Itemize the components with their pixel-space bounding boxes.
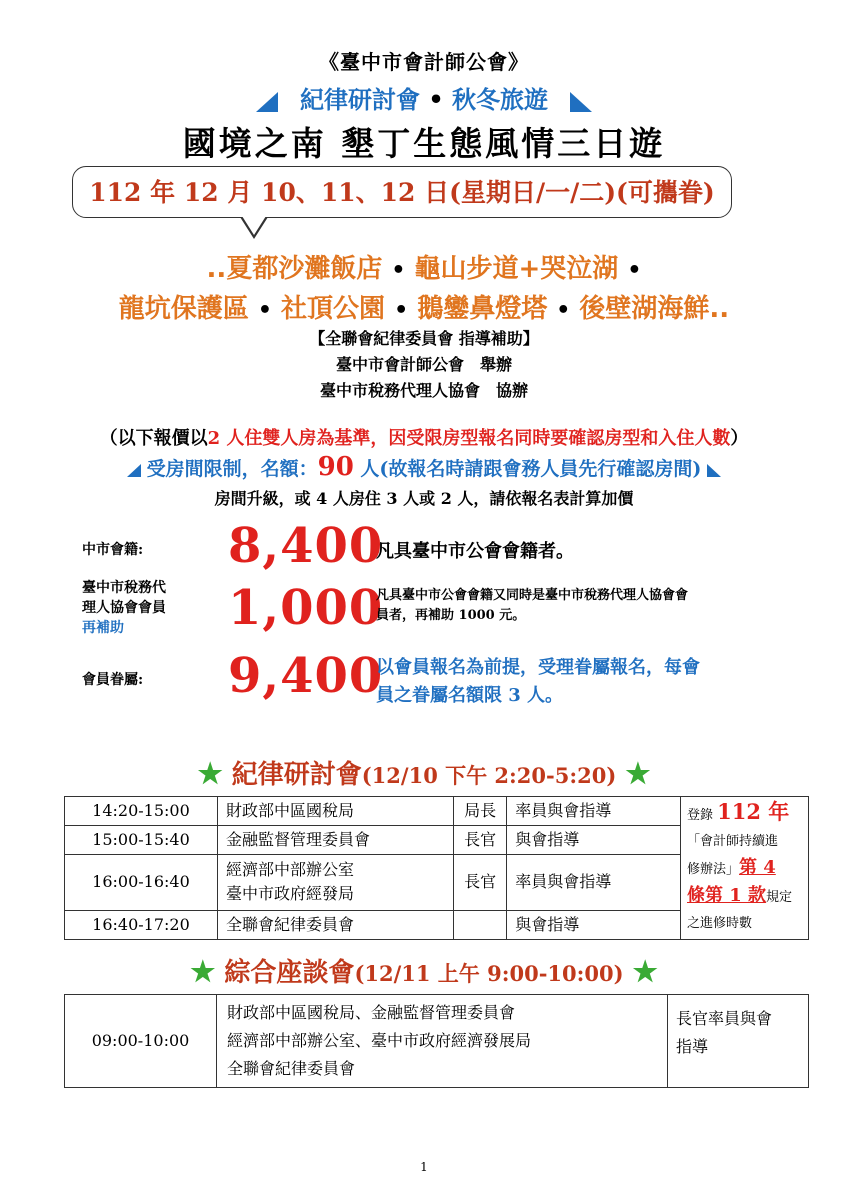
price-label-tax-agent: [82, 578, 166, 638]
credit-text: 「會計師持續進: [686, 834, 778, 849]
cell-time: 09:00-10:00: [65, 995, 217, 1088]
upgrade-note: 房間升級，或 4 人房住 3 人或 2 人，請依報名表計算加價: [214, 489, 634, 508]
price-desc-member: 凡具臺中市公會會籍者。: [376, 541, 574, 562]
cell-duty: 率員與會指導: [507, 854, 681, 911]
cell-role: 長官: [454, 854, 507, 911]
org-line: 臺中市政府經發局: [225, 884, 354, 904]
price-desc-tax-agent: [376, 586, 688, 626]
cell-role: 長官: [454, 825, 507, 854]
date-bubble: 112 年 12 月 10、11、12 日(星期日/一/二)(可攜眷): [72, 166, 732, 218]
note-highlight: 2 人住雙人房為基準，因受限房型報名同時要確認房型和入住人數: [207, 428, 731, 449]
bubble-tail-inner: [242, 216, 266, 235]
org-line: 經濟部中部辦公室、臺中市政府經濟發展局: [227, 1031, 532, 1050]
price-family: 9,400: [228, 648, 384, 704]
guidance-line: 【全聯會紀律委員會 指導補助】: [309, 329, 539, 348]
price-label-family: 會員眷屬:: [82, 672, 144, 688]
credit-line-1: [687, 799, 802, 829]
note-suffix: ）: [730, 428, 749, 449]
event-part2: 秋冬旅遊: [452, 85, 549, 114]
cell-org: 全聯會紀律委員會: [217, 911, 453, 940]
credit-text: 之進修時數: [686, 916, 752, 931]
cell-org: 財政部中區國稅局: [217, 797, 453, 826]
cell-org: [217, 854, 453, 911]
place-item: 龜山步道+哭泣湖: [414, 254, 619, 284]
org-line: 全聯會紀律委員會: [227, 1059, 356, 1078]
cell-duty: 與會指導: [507, 825, 681, 854]
places-line-2: [0, 288, 848, 325]
triangle-left-icon: [127, 464, 141, 477]
cell-time: 14:20-15:00: [65, 797, 218, 826]
place-item: 龍坑保護區: [118, 294, 249, 324]
place-item: 社頂公園: [281, 294, 386, 324]
org-line: 經濟部中部辦公室: [225, 860, 354, 880]
price-subsidy: 1,000: [228, 580, 384, 636]
price-desc-family: [376, 654, 700, 710]
star-icon: ★: [197, 757, 223, 790]
ellipsis: ..: [206, 254, 227, 284]
bullet: •: [391, 258, 406, 283]
credit-text: 修辦法」: [686, 862, 739, 877]
place-item: 後壁湖海鮮: [579, 294, 710, 324]
bullet: •: [556, 298, 571, 323]
seminar-title: 紀律研討會: [231, 760, 362, 790]
credit-text: 規定: [766, 890, 793, 905]
cohost-line: 臺中市稅務代理人協會 協辦: [319, 381, 528, 400]
star-icon: ★: [632, 955, 658, 988]
quota-number: 90: [317, 452, 354, 482]
cell-duty: 率員與會指導: [507, 797, 681, 826]
cell-duty: 與會指導: [507, 911, 681, 940]
event-separator: •: [428, 85, 444, 114]
desc-line: 員之眷屬名額限 3 人。: [376, 685, 564, 706]
ellipsis: ..: [709, 294, 730, 324]
price-member: 8,400: [228, 518, 384, 574]
table-row: [65, 797, 809, 826]
organization-title: 《臺中市會計師公會》: [319, 50, 529, 74]
triangle-right-icon: [707, 464, 721, 477]
cell-duty: [668, 995, 809, 1088]
credit-line-3: [687, 855, 802, 883]
page-number: 1: [420, 1160, 428, 1174]
cell-role: 局長: [454, 797, 507, 826]
desc-line: 以會員報名為前提，受理眷屬報名，每會: [376, 657, 700, 678]
place-item: 夏都沙灘飯店: [226, 254, 383, 284]
forum-heading: [0, 952, 848, 989]
event-part1: 紀律研討會: [299, 85, 420, 114]
seminar-heading: [0, 754, 848, 791]
place-item: 鵝鑾鼻燈塔: [417, 294, 548, 324]
host-line: 臺中市會計師公會 舉辦: [335, 355, 512, 374]
credit-article: 第 4: [739, 857, 776, 878]
credit-cell: [680, 797, 808, 940]
cell-time: 16:00-16:40: [65, 854, 218, 911]
credit-line-4: [687, 883, 802, 911]
event-banner: [0, 80, 848, 115]
duty-line: 指導: [676, 1037, 709, 1056]
label-line: 臺中市稅務代: [82, 580, 166, 596]
cell-orgs: [217, 995, 668, 1088]
cell-role: [454, 911, 507, 940]
quota-prefix: 受房間限制，名額：: [146, 458, 318, 480]
quota-line: [0, 452, 848, 482]
cell-time: 15:00-15:40: [65, 825, 218, 854]
forum-table: [64, 994, 809, 1088]
desc-line: 凡具臺中市公會會籍又同時是臺中市稅務代理人協會會: [376, 588, 689, 603]
cell-org: 金融監督管理委員會: [217, 825, 453, 854]
credit-text: 登錄: [686, 808, 713, 823]
note-prefix: （以下報價以: [99, 428, 208, 449]
bullet: •: [257, 298, 272, 323]
credit-year: 112 年: [717, 799, 790, 824]
table-row: [65, 995, 809, 1088]
duty-line: 長官率員與會: [676, 1009, 773, 1028]
pricing-note: [0, 424, 848, 450]
places-line-1: [0, 248, 848, 285]
seminar-time: (12/10 下午 2:20-5:20): [361, 763, 617, 788]
desc-line: 員者，再補助 1000 元。: [376, 608, 526, 623]
label-line: 理人協會會員: [82, 600, 166, 616]
quota-suffix: 人(故報名時請跟會務人員先行確認房間): [360, 458, 702, 480]
triangle-right-icon: [570, 92, 592, 112]
cell-time: 16:40-17:20: [65, 911, 218, 940]
seminar-table: [64, 796, 809, 940]
bullet: •: [627, 258, 642, 283]
star-icon: ★: [625, 757, 651, 790]
triangle-left-icon: [256, 92, 278, 112]
price-label-member: 中市會籍:: [82, 542, 144, 558]
star-icon: ★: [190, 955, 216, 988]
forum-title: 綜合座談會: [224, 958, 355, 988]
credit-clause: 條第 1 款: [686, 885, 767, 906]
label-line: 再補助: [82, 620, 124, 636]
trip-title: 國境之南 墾丁生態風情三日遊: [182, 124, 666, 163]
org-line: 財政部中區國稅局、金融監督管理委員會: [227, 1003, 516, 1022]
bullet: •: [394, 298, 409, 323]
forum-time: (12/11 上午 9:00-10:00): [354, 961, 624, 986]
